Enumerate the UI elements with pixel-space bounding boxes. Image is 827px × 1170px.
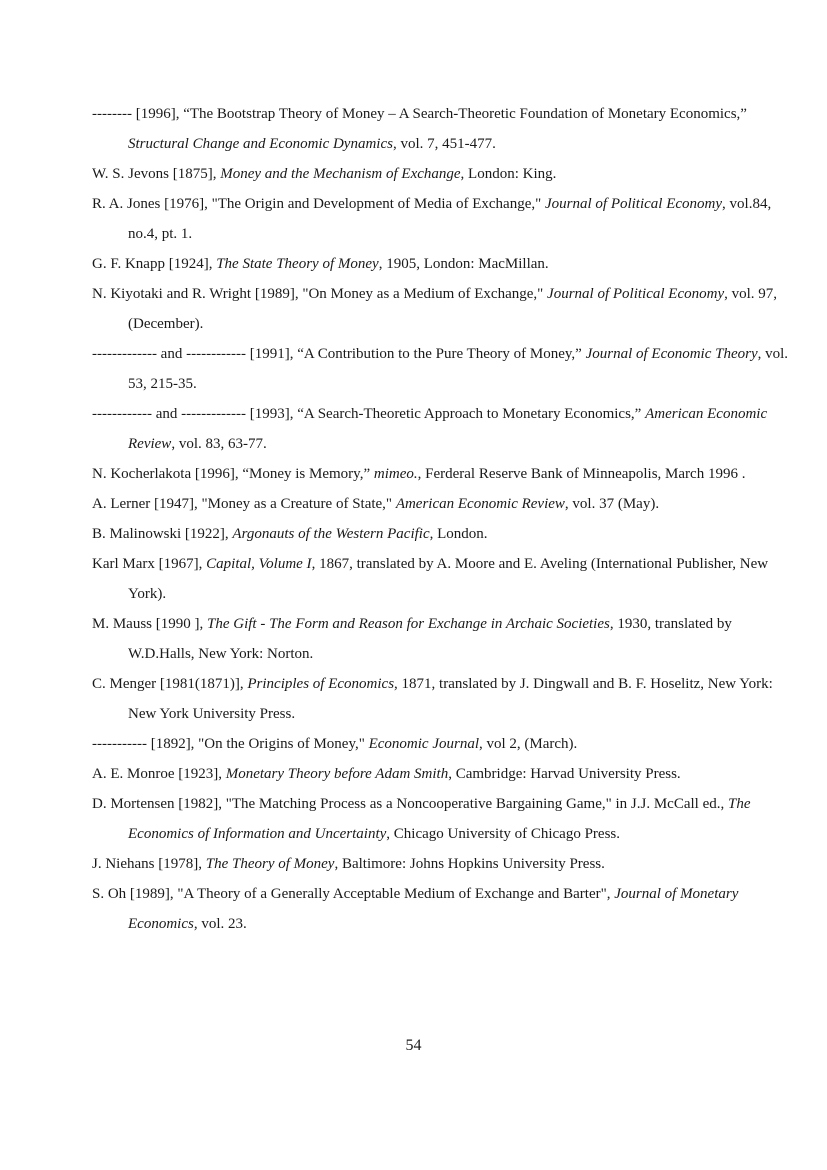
- reference-text: ----------- [1892], "On the Origins of Money,": [92, 736, 369, 752]
- reference-source: The State Theory of Money: [216, 256, 379, 272]
- reference-details: , vol. 23.: [193, 916, 247, 932]
- reference-details: , vol. 37 (May).: [564, 496, 660, 512]
- reference-source: Journal of Economic Theory: [585, 346, 758, 362]
- reference-entry: [92, 759, 792, 789]
- reference-entry: [92, 399, 792, 459]
- reference-source: Argonauts of the Western Pacific: [232, 526, 430, 542]
- reference-source: The Economics of Information and Uncertainty: [128, 796, 751, 842]
- reference-details: , vol 2, (March).: [479, 736, 578, 752]
- reference-details: , vol. 97, (December).: [128, 286, 778, 332]
- reference-entry: [92, 729, 792, 759]
- reference-text: C. Menger [1981(1871)],: [92, 676, 248, 692]
- reference-details: , 1871, translated by J. Dingwall and B. F. Hoselitz, New York: New York University Press.: [128, 676, 773, 722]
- reference-list: [92, 99, 792, 939]
- reference-text: -------- [1996], “The Bootstrap Theory of Money – A Search-Theoretic Foundation of Monetary Economics,”: [92, 106, 747, 122]
- reference-source: The Theory of Money: [205, 856, 335, 872]
- reference-text: W. S. Jevons [1875],: [92, 166, 221, 182]
- reference-text: M. Mauss [1990 ],: [92, 616, 207, 632]
- reference-entry: [92, 669, 792, 729]
- reference-text: ------------- and ------------ [1991], “A Contribution to the Pure Theory of Money,”: [92, 346, 586, 362]
- reference-details: , 1867, translated by A. Moore and E. Aveling (International Publisher, New York).: [128, 556, 769, 602]
- reference-entry: [92, 849, 792, 879]
- reference-text: ------------ and ------------- [1993], “A Search-Theoretic Approach to Monetary Economics,”: [92, 406, 646, 422]
- reference-source: Monetary Theory before Adam Smith: [225, 766, 449, 782]
- reference-details: , vol.84, no.4, pt. 1.: [128, 196, 772, 242]
- reference-details: , Cambridge: Harvad University Press.: [448, 766, 681, 782]
- reference-entry: [92, 339, 792, 399]
- reference-text: Karl Marx [1967],: [92, 556, 207, 572]
- reference-entry: [92, 189, 792, 249]
- reference-details: , Ferderal Reserve Bank of Minneapolis, March 1996 .: [417, 466, 746, 482]
- reference-source: The Gift - The Form and Reason for Exchange in Archaic Societies: [207, 616, 610, 632]
- reference-source: American Economic Review: [128, 406, 768, 452]
- reference-source: Money and the Mechanism of Exchange: [220, 166, 461, 182]
- reference-details: , Chicago University of Chicago Press.: [386, 826, 621, 842]
- reference-source: Economic Journal: [368, 736, 479, 752]
- reference-text: N. Kiyotaki and R. Wright [1989], "On Money as a Medium of Exchange,": [92, 286, 548, 302]
- reference-text: N. Kocherlakota [1996], “Money is Memory,”: [92, 466, 374, 482]
- page-number: 54: [405, 1037, 422, 1054]
- reference-entry: [92, 99, 792, 159]
- reference-details: , vol. 83, 63-77.: [171, 436, 267, 452]
- reference-entry: [92, 459, 792, 489]
- reference-source: Capital, Volume I: [206, 556, 312, 572]
- reference-details: , vol. 53, 215-35.: [128, 346, 789, 392]
- reference-source: Journal of Political Economy: [544, 196, 723, 212]
- reference-details: , 1905, London: MacMillan.: [378, 256, 549, 272]
- reference-text: S. Oh [1989], "A Theory of a Generally Acceptable Medium of Exchange and Barter",: [92, 886, 615, 902]
- reference-entry: [92, 489, 792, 519]
- reference-entry: [92, 159, 792, 189]
- reference-text: R. A. Jones [1976], "The Origin and Development of Media of Exchange,": [92, 196, 545, 212]
- reference-text: A. Lerner [1947], "Money as a Creature of State,": [92, 496, 396, 512]
- reference-source: Journal of Political Economy: [547, 286, 725, 302]
- reference-source: Structural Change and Economic Dynamics: [128, 136, 393, 152]
- reference-details: , vol. 7, 451-477.: [392, 136, 496, 152]
- reference-entry: [92, 279, 792, 339]
- reference-details: , London: King.: [460, 166, 557, 182]
- reference-entry: [92, 549, 792, 609]
- reference-entry: [92, 519, 792, 549]
- reference-entry: [92, 879, 792, 939]
- reference-entry: [92, 609, 792, 669]
- reference-details: , Baltimore: Johns Hopkins University Press.: [334, 856, 605, 872]
- reference-source: Journal of Monetary Economics: [128, 886, 739, 932]
- reference-details: , London.: [429, 526, 488, 542]
- reference-source: American Economic Review: [395, 496, 565, 512]
- reference-source: mimeo.: [373, 466, 418, 482]
- reference-text: B. Malinowski [1922],: [92, 526, 233, 542]
- reference-entry: [92, 789, 792, 849]
- reference-source: Principles of Economics: [247, 676, 395, 692]
- reference-entry: [92, 249, 792, 279]
- reference-text: J. Niehans [1978],: [92, 856, 206, 872]
- reference-text: G. F. Knapp [1924],: [92, 256, 217, 272]
- reference-text: D. Mortensen [1982], "The Matching Process as a Noncooperative Bargaining Game," in J.J. McCall ed.,: [92, 796, 728, 812]
- reference-text: A. E. Monroe [1923],: [92, 766, 226, 782]
- reference-details: , 1930, translated by W.D.Halls, New York: Norton.: [128, 616, 732, 662]
